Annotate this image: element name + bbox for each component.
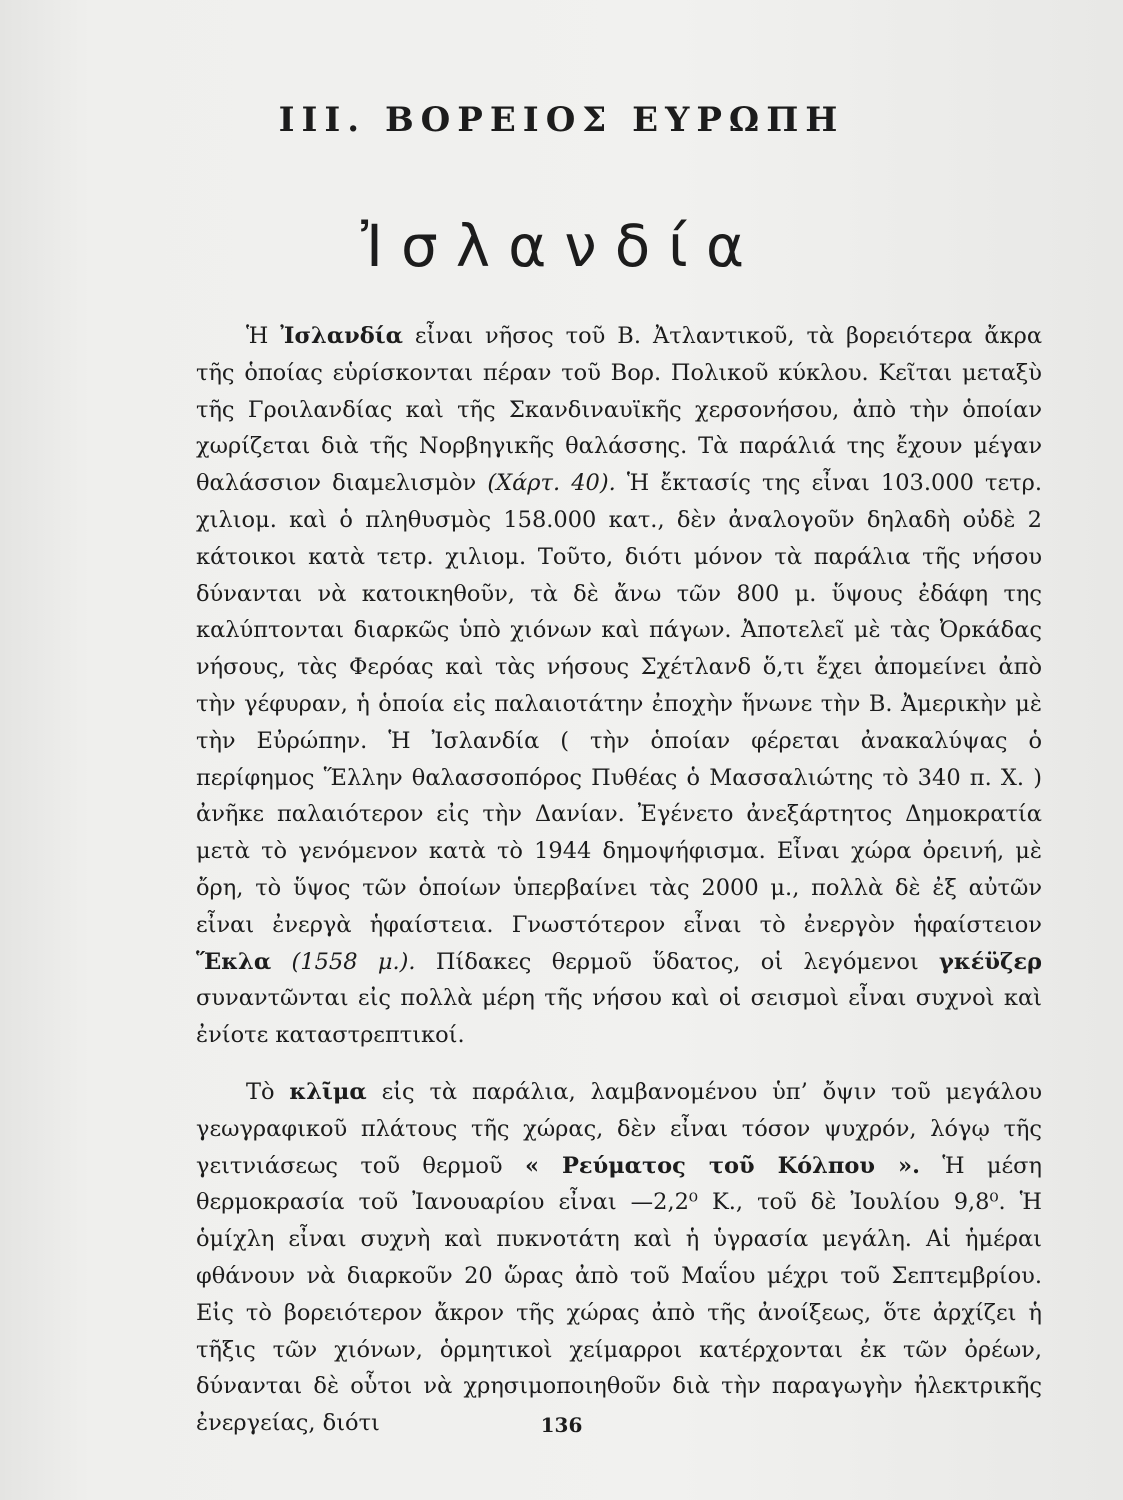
page-number: 136 bbox=[540, 1413, 583, 1437]
term-gulf-stream: « Ρεύματος τοῦ Κόλπου ». bbox=[524, 1152, 920, 1179]
paragraph-iceland-overview: Ἡ Ἰσλανδία εἶναι νῆσος τοῦ Β. Ἀτλαντικοῦ, τὰ βορειότερα ἄκρα τῆς ὁποίας εὑρίσκονται πέραν τοῦ Βορ. Πολικοῦ κύκλου. Κεῖται μεταξὺ τῆς Γροιλανδίας καὶ τῆς Σκανδιναυϊκῆς χερσονήσου, ἀπὸ τὴν ὁποίαν χωρίζεται διὰ τῆς Νορβηγικῆς θαλάσσης. Τὰ παράλιά της ἔχουν μέγαν θαλάσσιον διαμελισμὸν (Χάρτ. 40). Ἡ ἔκτασίς της εἶναι 103.000 τετρ. χιλιομ. καὶ ὁ πληθυσμὸς 158.000 κατ., δὲν ἀναλογοῦν δηλαδὴ οὐδὲ 2 κάτοικοι κατὰ τετρ. χιλιομ. Τοῦτο, διότι μόνον τὰ παράλια τῆς νήσου δύνανται νὰ κατοικηθοῦν, τὰ δὲ ἄνω τῶν 800 μ. ὕψους ἐδάφη της καλύπτονται διαρκῶς ὑπὸ χιόνων καὶ πάγων. Ἀποτελεῖ μὲ τὰς Ὀρκάδας νήσους, τὰς Φερόας καὶ τὰς νήσους Σχέτλανδ ὅ,τι ἔχει ἀπομείνει ἀπὸ τὴν γέφυραν, ἡ ὁποία εἰς παλαιοτάτην ἐποχὴν ἥνωνε τὴν Β. Ἀμερικὴν μὲ τὴν Εὐρώπην. Ἡ Ἰσλανδία ( τὴν ὁποίαν φέρεται ἀνακαλύψας ὁ περίφημος Ἕλλην θαλασσοπόρος Πυθέας ὁ Μασσαλιώτης τὸ 340 π. Χ. ) ἀνῆκε παλαιότερον εἰς τὴν Δανίαν. Ἐγένετο ἀνεξάρτητος Δημοκρατία μετὰ τὸ γενόμενον κατὰ τὸ 1944 δημοψήφισμα. Εἶναι χώρα ὀρεινή, μὲ ὄρη, τὸ ὕψος τῶν ὁποίων ὑπερβαίνει τὰς 2000 μ., πολλὰ δὲ ἐξ αὐτῶν εἶναι ἐνεργὰ ἡφαίστεια. Γνωστότερον εἶναι τὸ ἐνεργὸν ἡφαίστειον Ἕκλα (1558 μ.). Πίδακες θερμοῦ ὕδατος, οἱ λεγόμενοι γκέϋζερ συναντῶνται εἰς πολλὰ μέρη τῆς νήσου καὶ οἱ σεισμοὶ εἶναι συχνοὶ καὶ ἐνίοτε καταστρεπτικοί. bbox=[196, 323, 1043, 1049]
term-hekla: Ἕκλα bbox=[196, 948, 272, 975]
paragraph-climate: Τὸ κλῖμα εἰς τὰ παράλια, λαμβανομένου ὑπ’ ὄψιν τοῦ μεγάλου γεωγραφικοῦ πλάτους τῆς χώρας, δὲν εἶναι τόσον ψυχρόν, λόγῳ τῆς γειτνιάσεως τοῦ θερμοῦ « Ρεύματος τοῦ Κόλπου ». Ἡ μέση θερμοκρασία τοῦ Ἰανουαρίου εἶναι —2,2⁰ Κ., τοῦ δὲ Ἰουλίου 9,8⁰. Ἡ ὁμίχλη εἶναι συχνὴ καὶ πυκνοτάτη καὶ ἡ ὑγρασία μεγάλη. Αἱ ἡμέραι φθάνουν νὰ διαρκοῦν 20 ὥρας ἀπὸ τοῦ Μαΐου μέχρι τοῦ Σεπτεμβρίου. Εἰς τὸ βορειότερον ἄκρον τῆς χώρας ἀπὸ τῆς ἀνοίξεως, ὅτε ἀρχίζει ἡ τῆξις τῶν χιόνων, ὁρμητικοὶ χείμαρροι κατέρχονται ἐκ τῶν ὀρέων, δύνανται δὲ οὗτοι νὰ χρησιμοποιηθοῦν διὰ τὴν παραγωγὴν ἠλεκτρικῆς ἐνεργείας, διότι bbox=[196, 1078, 1043, 1437]
map-reference: (Χάρτ. 40). bbox=[487, 470, 616, 497]
hekla-height: (1558 μ.). bbox=[291, 948, 416, 975]
term-geysers: γκέϋζερ bbox=[939, 948, 1043, 975]
chapter-title: Ἰσλανδία bbox=[360, 212, 763, 280]
section-heading: III. ΒΟΡΕΙΟΣ ΕΥΡΩΠΗ bbox=[278, 100, 845, 140]
term-climate: κλῖμα bbox=[289, 1078, 367, 1105]
term-iceland: Ἰσλανδία bbox=[280, 323, 403, 349]
body-text bbox=[196, 318, 1042, 1442]
